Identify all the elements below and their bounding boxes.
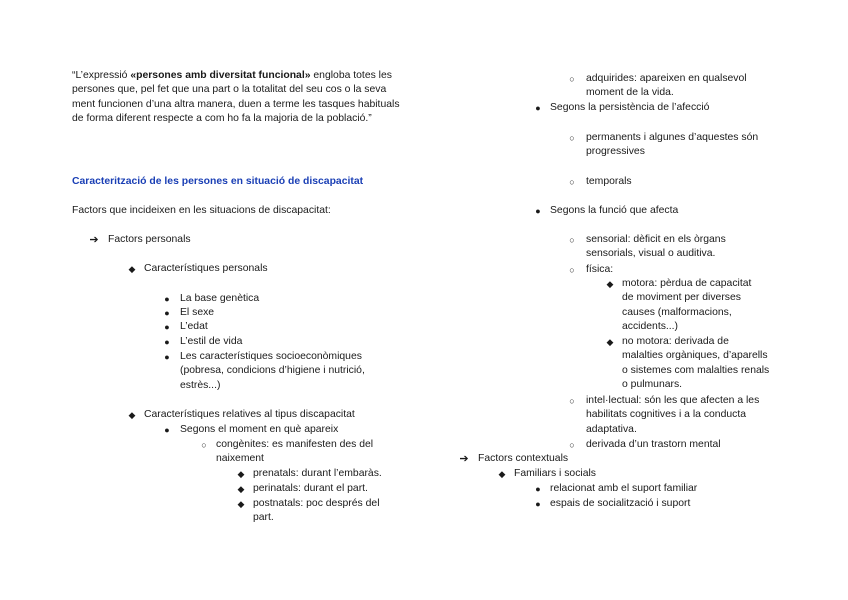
- caract-tipus: Característiques relatives al tipus discapacitat: [144, 409, 355, 420]
- list-item: espais de socialització i suport: [550, 498, 691, 509]
- list-item: L’estil de vida: [180, 336, 243, 347]
- diamond-bullet: ◆: [606, 279, 614, 289]
- list-item: perinatals: durant el part.: [253, 483, 368, 494]
- segons-funcio: Segons la funció que afecta: [550, 205, 679, 216]
- ring-bullet: ○: [569, 177, 575, 187]
- intro-paragraph: [72, 69, 412, 127]
- diamond-bullet: ◆: [237, 499, 245, 509]
- ring-bullet: ○: [569, 440, 575, 450]
- intro-bold: «persones amb diversitat funcional»: [130, 70, 311, 81]
- congenites: congènites: es manifesten des del naixement: [216, 439, 374, 465]
- dot-bullet: ●: [164, 425, 170, 435]
- motora: motora: pèrdua de capacitat de moviment per diverses causes (malformacions, accidents...): [622, 278, 752, 333]
- ring-bullet: ○: [569, 396, 575, 406]
- list-item: Les característiques socioeconòmiques (pobresa, condicions d’higiene i nutrició, estrès...): [180, 351, 365, 391]
- sensorial: sensorial: dèficit en els òrgans sensorials, visual o auditiva.: [586, 234, 726, 260]
- caract-personals: Característiques personals: [144, 263, 268, 274]
- fisica: física:: [586, 264, 614, 275]
- dot-bullet: ●: [535, 103, 541, 113]
- diamond-bullet: ◆: [128, 410, 136, 420]
- dot-bullet: ●: [535, 484, 541, 494]
- adquirides: adquirides: apareixen en qualsevol moment de la vida.: [586, 73, 747, 99]
- trastorn: derivada d’un trastorn mental: [586, 439, 721, 450]
- ring-bullet: ○: [201, 440, 207, 450]
- factors-intro: Factors que incideixen en les situacions de discapacitat:: [72, 205, 331, 216]
- ring-bullet: ○: [569, 74, 575, 84]
- diamond-bullet: ◆: [128, 264, 136, 274]
- dot-bullet: ●: [535, 206, 541, 216]
- dot-bullet: ●: [164, 308, 170, 318]
- temporals: temporals: [586, 176, 632, 187]
- permanents: permanents i algunes d’aquestes són progressives: [586, 132, 759, 158]
- list-item: relacionat amb el suport familiar: [550, 483, 698, 494]
- arrow-bullet: ➔: [89, 234, 99, 246]
- section-heading: Caracterització de les persones en situació de discapacitat: [72, 176, 364, 187]
- ring-bullet: ○: [569, 235, 575, 245]
- factors-contextuals: Factors contextuals: [478, 453, 569, 464]
- list-item: La base genètica: [180, 293, 260, 304]
- arrow-bullet: ➔: [459, 453, 469, 465]
- diamond-bullet: ◆: [606, 337, 614, 347]
- ring-bullet: ○: [569, 265, 575, 275]
- list-item: postnatals: poc després del part.: [253, 498, 380, 524]
- list-item: L’edat: [180, 321, 208, 332]
- no-motora: no motora: derivada de malalties orgàniques, d’aparells o sistemes com malalties renals o pulmunars.: [622, 336, 770, 391]
- familiars-socials: Familiars i socials: [514, 468, 596, 479]
- segons-moment: Segons el moment en què apareix: [180, 424, 339, 435]
- diamond-bullet: ◆: [498, 469, 506, 479]
- diamond-bullet: ◆: [237, 484, 245, 494]
- dot-bullet: ●: [164, 337, 170, 347]
- intellectual: intel·lectual: són les que afecten a les habilitats cognitives i a la conducta adaptativa.: [586, 395, 760, 435]
- dot-bullet: ●: [164, 294, 170, 304]
- list-item: El sexe: [180, 307, 215, 318]
- diamond-bullet: ◆: [237, 469, 245, 479]
- intro-post: engloba totes les persones que, pel fet que una part o la totalitat del seu cos o la seva ment funcionen d’una altra manera, duen a terme les tasques habituals de forma diferent respecte a com ho fa la majoria de la població.”: [72, 70, 400, 125]
- dot-bullet: ●: [164, 352, 170, 362]
- list-item: prenatals: durant l’embaràs.: [253, 468, 382, 479]
- dot-bullet: ●: [535, 499, 541, 509]
- ring-bullet: ○: [569, 133, 575, 143]
- factors-personals: Factors personals: [108, 234, 191, 245]
- intro-pre: “L’expressió: [72, 70, 131, 81]
- dot-bullet: ●: [164, 322, 170, 332]
- segons-persistencia: Segons la persistència de l’afecció: [550, 102, 710, 113]
